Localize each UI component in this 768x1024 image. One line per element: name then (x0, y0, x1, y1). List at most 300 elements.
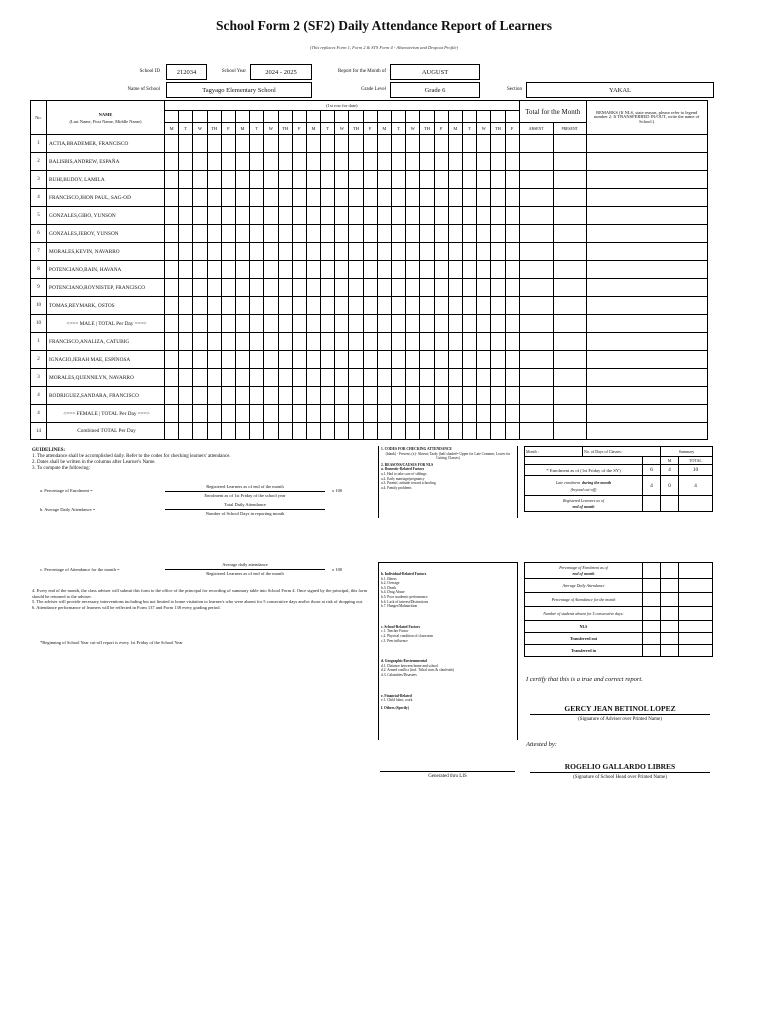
attendance-cell[interactable] (406, 369, 420, 387)
date-cell[interactable] (505, 111, 519, 123)
date-cell[interactable] (165, 111, 179, 123)
attendance-cell[interactable] (264, 243, 278, 261)
present-total-cell[interactable] (553, 171, 586, 189)
attendance-cell[interactable] (235, 333, 249, 351)
date-cell[interactable] (306, 111, 320, 123)
attendance-cell[interactable] (505, 315, 519, 333)
attendance-cell[interactable] (335, 171, 349, 189)
attendance-cell[interactable] (235, 171, 249, 189)
attendance-cell[interactable] (250, 225, 264, 243)
date-cell[interactable] (448, 111, 462, 123)
present-total-cell[interactable] (553, 207, 586, 225)
attendance-cell[interactable] (505, 189, 519, 207)
attendance-cell[interactable] (349, 315, 363, 333)
present-total-cell[interactable] (553, 279, 586, 297)
attendance-cell[interactable] (420, 423, 434, 440)
attendance-cell[interactable] (448, 423, 462, 440)
attendance-cell[interactable] (165, 171, 179, 189)
date-cell[interactable] (335, 111, 349, 123)
attendance-cell[interactable] (477, 351, 491, 369)
attendance-cell[interactable] (292, 135, 306, 153)
attendance-cell[interactable] (193, 243, 207, 261)
remarks-cell[interactable] (586, 153, 707, 171)
absent-total-cell[interactable] (519, 405, 553, 423)
attendance-cell[interactable] (392, 297, 406, 315)
attendance-cell[interactable] (505, 243, 519, 261)
attendance-cell[interactable] (179, 351, 193, 369)
attendance-cell[interactable] (462, 387, 476, 405)
attendance-cell[interactable] (235, 315, 249, 333)
attendance-cell[interactable] (250, 351, 264, 369)
attendance-cell[interactable] (349, 333, 363, 351)
attendance-cell[interactable] (349, 261, 363, 279)
attendance-cell[interactable] (179, 333, 193, 351)
absent-total-cell[interactable] (519, 333, 553, 351)
attendance-cell[interactable] (306, 405, 320, 423)
attendance-cell[interactable] (505, 261, 519, 279)
attendance-cell[interactable] (505, 333, 519, 351)
date-cell[interactable] (278, 111, 292, 123)
attendance-cell[interactable] (377, 351, 391, 369)
attendance-cell[interactable] (193, 171, 207, 189)
attendance-cell[interactable] (462, 297, 476, 315)
attendance-cell[interactable] (448, 369, 462, 387)
attendance-cell[interactable] (349, 225, 363, 243)
attendance-cell[interactable] (193, 315, 207, 333)
attendance-cell[interactable] (179, 387, 193, 405)
attendance-cell[interactable] (377, 333, 391, 351)
attendance-cell[interactable] (264, 405, 278, 423)
attendance-cell[interactable] (250, 171, 264, 189)
attendance-cell[interactable] (491, 315, 505, 333)
date-cell[interactable] (363, 111, 377, 123)
attendance-cell[interactable] (179, 405, 193, 423)
attendance-cell[interactable] (235, 297, 249, 315)
attendance-cell[interactable] (363, 369, 377, 387)
attendance-cell[interactable] (420, 405, 434, 423)
attendance-cell[interactable] (462, 369, 476, 387)
attendance-cell[interactable] (278, 135, 292, 153)
attendance-cell[interactable] (292, 225, 306, 243)
attendance-cell[interactable] (491, 369, 505, 387)
date-cell[interactable] (235, 111, 249, 123)
attendance-cell[interactable] (434, 387, 448, 405)
attendance-cell[interactable] (477, 135, 491, 153)
attendance-cell[interactable] (306, 225, 320, 243)
attendance-cell[interactable] (448, 279, 462, 297)
attendance-cell[interactable] (165, 351, 179, 369)
attendance-cell[interactable] (179, 279, 193, 297)
attendance-cell[interactable] (306, 171, 320, 189)
attendance-cell[interactable] (491, 351, 505, 369)
attendance-cell[interactable] (377, 369, 391, 387)
attendance-cell[interactable] (306, 333, 320, 351)
attendance-cell[interactable] (278, 333, 292, 351)
attendance-cell[interactable] (306, 243, 320, 261)
attendance-cell[interactable] (321, 153, 335, 171)
attendance-cell[interactable] (349, 153, 363, 171)
attendance-cell[interactable] (264, 423, 278, 440)
attendance-cell[interactable] (221, 153, 235, 171)
attendance-cell[interactable] (477, 189, 491, 207)
date-cell[interactable] (349, 111, 363, 123)
attendance-cell[interactable] (235, 153, 249, 171)
attendance-cell[interactable] (434, 297, 448, 315)
attendance-cell[interactable] (491, 135, 505, 153)
absent-total-cell[interactable] (519, 315, 553, 333)
attendance-cell[interactable] (321, 297, 335, 315)
attendance-cell[interactable] (264, 315, 278, 333)
attendance-cell[interactable] (264, 387, 278, 405)
attendance-cell[interactable] (335, 315, 349, 333)
attendance-cell[interactable] (448, 171, 462, 189)
present-total-cell[interactable] (553, 225, 586, 243)
present-total-cell[interactable] (553, 315, 586, 333)
attendance-cell[interactable] (221, 207, 235, 225)
date-cell[interactable] (207, 111, 221, 123)
attendance-cell[interactable] (462, 423, 476, 440)
attendance-cell[interactable] (278, 297, 292, 315)
attendance-cell[interactable] (207, 135, 221, 153)
attendance-cell[interactable] (335, 189, 349, 207)
absent-total-cell[interactable] (519, 297, 553, 315)
absent-total-cell[interactable] (519, 153, 553, 171)
attendance-cell[interactable] (377, 135, 391, 153)
attendance-cell[interactable] (193, 297, 207, 315)
attendance-cell[interactable] (221, 261, 235, 279)
attendance-cell[interactable] (349, 207, 363, 225)
attendance-cell[interactable] (392, 333, 406, 351)
attendance-cell[interactable] (406, 243, 420, 261)
absent-total-cell[interactable] (519, 243, 553, 261)
attendance-cell[interactable] (335, 225, 349, 243)
attendance-cell[interactable] (221, 297, 235, 315)
attendance-cell[interactable] (306, 261, 320, 279)
attendance-cell[interactable] (278, 243, 292, 261)
attendance-cell[interactable] (335, 369, 349, 387)
attendance-cell[interactable] (420, 279, 434, 297)
attendance-cell[interactable] (278, 279, 292, 297)
attendance-cell[interactable] (363, 423, 377, 440)
attendance-cell[interactable] (434, 423, 448, 440)
absent-total-cell[interactable] (519, 369, 553, 387)
present-total-cell[interactable] (553, 405, 586, 423)
attendance-cell[interactable] (462, 279, 476, 297)
attendance-cell[interactable] (363, 243, 377, 261)
attendance-cell[interactable] (392, 261, 406, 279)
attendance-cell[interactable] (448, 207, 462, 225)
attendance-cell[interactable] (207, 189, 221, 207)
remarks-cell[interactable] (586, 333, 707, 351)
attendance-cell[interactable] (349, 171, 363, 189)
attendance-cell[interactable] (335, 207, 349, 225)
attendance-cell[interactable] (349, 189, 363, 207)
attendance-cell[interactable] (363, 153, 377, 171)
attendance-cell[interactable] (292, 261, 306, 279)
date-cell[interactable] (193, 111, 207, 123)
attendance-cell[interactable] (335, 423, 349, 440)
attendance-cell[interactable] (179, 189, 193, 207)
attendance-cell[interactable] (377, 207, 391, 225)
absent-total-cell[interactable] (519, 387, 553, 405)
attendance-cell[interactable] (491, 297, 505, 315)
attendance-cell[interactable] (434, 171, 448, 189)
attendance-cell[interactable] (363, 279, 377, 297)
attendance-cell[interactable] (392, 423, 406, 440)
attendance-cell[interactable] (264, 171, 278, 189)
attendance-cell[interactable] (349, 279, 363, 297)
remarks-cell[interactable] (586, 423, 707, 440)
attendance-cell[interactable] (491, 405, 505, 423)
attendance-cell[interactable] (235, 261, 249, 279)
attendance-cell[interactable] (349, 423, 363, 440)
attendance-cell[interactable] (420, 369, 434, 387)
attendance-cell[interactable] (278, 207, 292, 225)
attendance-cell[interactable] (363, 387, 377, 405)
attendance-cell[interactable] (306, 297, 320, 315)
present-total-cell[interactable] (553, 423, 586, 440)
attendance-cell[interactable] (406, 279, 420, 297)
attendance-cell[interactable] (292, 153, 306, 171)
attendance-cell[interactable] (250, 261, 264, 279)
attendance-cell[interactable] (207, 387, 221, 405)
attendance-cell[interactable] (179, 153, 193, 171)
attendance-cell[interactable] (207, 279, 221, 297)
attendance-cell[interactable] (193, 351, 207, 369)
present-total-cell[interactable] (553, 297, 586, 315)
absent-total-cell[interactable] (519, 135, 553, 153)
present-total-cell[interactable] (553, 189, 586, 207)
attendance-cell[interactable] (477, 279, 491, 297)
attendance-cell[interactable] (207, 351, 221, 369)
attendance-cell[interactable] (377, 153, 391, 171)
attendance-cell[interactable] (406, 387, 420, 405)
attendance-cell[interactable] (491, 225, 505, 243)
attendance-cell[interactable] (165, 297, 179, 315)
attendance-cell[interactable] (278, 369, 292, 387)
attendance-cell[interactable] (406, 261, 420, 279)
attendance-cell[interactable] (434, 153, 448, 171)
attendance-cell[interactable] (221, 189, 235, 207)
attendance-cell[interactable] (321, 243, 335, 261)
attendance-cell[interactable] (321, 333, 335, 351)
attendance-cell[interactable] (278, 387, 292, 405)
attendance-cell[interactable] (377, 315, 391, 333)
absent-total-cell[interactable] (519, 261, 553, 279)
attendance-cell[interactable] (207, 423, 221, 440)
present-total-cell[interactable] (553, 369, 586, 387)
attendance-cell[interactable] (292, 279, 306, 297)
attendance-cell[interactable] (392, 171, 406, 189)
attendance-cell[interactable] (420, 387, 434, 405)
attendance-cell[interactable] (420, 297, 434, 315)
attendance-cell[interactable] (462, 315, 476, 333)
attendance-cell[interactable] (477, 297, 491, 315)
attendance-cell[interactable] (462, 351, 476, 369)
attendance-cell[interactable] (491, 189, 505, 207)
attendance-cell[interactable] (377, 225, 391, 243)
remarks-cell[interactable] (586, 351, 707, 369)
attendance-cell[interactable] (491, 243, 505, 261)
attendance-cell[interactable] (264, 207, 278, 225)
attendance-cell[interactable] (321, 189, 335, 207)
attendance-cell[interactable] (505, 405, 519, 423)
attendance-cell[interactable] (406, 315, 420, 333)
attendance-cell[interactable] (349, 297, 363, 315)
attendance-cell[interactable] (477, 369, 491, 387)
attendance-cell[interactable] (193, 279, 207, 297)
attendance-cell[interactable] (193, 135, 207, 153)
attendance-cell[interactable] (392, 243, 406, 261)
attendance-cell[interactable] (250, 315, 264, 333)
attendance-cell[interactable] (321, 171, 335, 189)
attendance-cell[interactable] (235, 369, 249, 387)
attendance-cell[interactable] (448, 387, 462, 405)
attendance-cell[interactable] (250, 243, 264, 261)
attendance-cell[interactable] (462, 261, 476, 279)
attendance-cell[interactable] (491, 279, 505, 297)
attendance-cell[interactable] (434, 333, 448, 351)
attendance-cell[interactable] (165, 153, 179, 171)
school-id-field[interactable]: 212034 (166, 64, 207, 80)
attendance-cell[interactable] (363, 171, 377, 189)
attendance-cell[interactable] (306, 387, 320, 405)
attendance-cell[interactable] (250, 369, 264, 387)
attendance-cell[interactable] (335, 279, 349, 297)
attendance-cell[interactable] (264, 135, 278, 153)
attendance-cell[interactable] (179, 423, 193, 440)
attendance-cell[interactable] (335, 405, 349, 423)
attendance-cell[interactable] (235, 423, 249, 440)
date-cell[interactable] (221, 111, 235, 123)
attendance-cell[interactable] (462, 153, 476, 171)
section-field[interactable]: YAKAL (526, 82, 714, 98)
attendance-cell[interactable] (179, 135, 193, 153)
attendance-cell[interactable] (349, 351, 363, 369)
attendance-cell[interactable] (235, 225, 249, 243)
attendance-cell[interactable] (306, 207, 320, 225)
attendance-cell[interactable] (321, 135, 335, 153)
attendance-cell[interactable] (193, 369, 207, 387)
attendance-cell[interactable] (448, 153, 462, 171)
remarks-cell[interactable] (586, 189, 707, 207)
attendance-cell[interactable] (462, 171, 476, 189)
date-cell[interactable] (477, 111, 491, 123)
attendance-cell[interactable] (292, 297, 306, 315)
attendance-cell[interactable] (207, 243, 221, 261)
attendance-cell[interactable] (179, 207, 193, 225)
attendance-cell[interactable] (264, 261, 278, 279)
date-cell[interactable] (321, 111, 335, 123)
attendance-cell[interactable] (179, 243, 193, 261)
attendance-cell[interactable] (406, 297, 420, 315)
school-name-field[interactable]: Tagyago Elementary School (166, 82, 312, 98)
attendance-cell[interactable] (165, 423, 179, 440)
attendance-cell[interactable] (250, 153, 264, 171)
attendance-cell[interactable] (434, 351, 448, 369)
attendance-cell[interactable] (505, 171, 519, 189)
attendance-cell[interactable] (420, 351, 434, 369)
attendance-cell[interactable] (448, 225, 462, 243)
report-month-field[interactable]: AUGUST (390, 64, 480, 80)
attendance-cell[interactable] (349, 387, 363, 405)
attendance-cell[interactable] (349, 369, 363, 387)
remarks-cell[interactable] (586, 135, 707, 153)
attendance-cell[interactable] (221, 225, 235, 243)
attendance-cell[interactable] (207, 225, 221, 243)
attendance-cell[interactable] (505, 207, 519, 225)
attendance-cell[interactable] (462, 225, 476, 243)
attendance-cell[interactable] (448, 135, 462, 153)
date-cell[interactable] (250, 111, 264, 123)
attendance-cell[interactable] (321, 369, 335, 387)
attendance-cell[interactable] (193, 153, 207, 171)
attendance-cell[interactable] (491, 387, 505, 405)
attendance-cell[interactable] (306, 153, 320, 171)
attendance-cell[interactable] (377, 261, 391, 279)
attendance-cell[interactable] (250, 405, 264, 423)
attendance-cell[interactable] (377, 297, 391, 315)
attendance-cell[interactable] (179, 225, 193, 243)
attendance-cell[interactable] (292, 333, 306, 351)
attendance-cell[interactable] (221, 279, 235, 297)
attendance-cell[interactable] (193, 405, 207, 423)
attendance-cell[interactable] (165, 369, 179, 387)
attendance-cell[interactable] (349, 243, 363, 261)
attendance-cell[interactable] (491, 171, 505, 189)
attendance-cell[interactable] (250, 423, 264, 440)
attendance-cell[interactable] (250, 387, 264, 405)
attendance-cell[interactable] (434, 405, 448, 423)
attendance-cell[interactable] (278, 351, 292, 369)
attendance-cell[interactable] (278, 189, 292, 207)
attendance-cell[interactable] (434, 225, 448, 243)
attendance-cell[interactable] (363, 225, 377, 243)
attendance-cell[interactable] (363, 315, 377, 333)
attendance-cell[interactable] (207, 333, 221, 351)
absent-total-cell[interactable] (519, 279, 553, 297)
attendance-cell[interactable] (349, 405, 363, 423)
attendance-cell[interactable] (221, 333, 235, 351)
attendance-cell[interactable] (420, 243, 434, 261)
attendance-cell[interactable] (448, 243, 462, 261)
attendance-cell[interactable] (207, 261, 221, 279)
attendance-cell[interactable] (406, 135, 420, 153)
attendance-cell[interactable] (363, 135, 377, 153)
date-cell[interactable] (377, 111, 391, 123)
attendance-cell[interactable] (434, 279, 448, 297)
attendance-cell[interactable] (335, 351, 349, 369)
present-total-cell[interactable] (553, 135, 586, 153)
attendance-cell[interactable] (250, 279, 264, 297)
attendance-cell[interactable] (335, 387, 349, 405)
attendance-cell[interactable] (165, 315, 179, 333)
attendance-cell[interactable] (462, 405, 476, 423)
attendance-cell[interactable] (292, 315, 306, 333)
attendance-cell[interactable] (179, 261, 193, 279)
attendance-cell[interactable] (377, 171, 391, 189)
attendance-cell[interactable] (292, 189, 306, 207)
attendance-cell[interactable] (335, 333, 349, 351)
attendance-cell[interactable] (292, 387, 306, 405)
attendance-cell[interactable] (448, 189, 462, 207)
date-cell[interactable] (292, 111, 306, 123)
attendance-cell[interactable] (420, 153, 434, 171)
attendance-cell[interactable] (377, 189, 391, 207)
attendance-cell[interactable] (278, 423, 292, 440)
attendance-cell[interactable] (165, 225, 179, 243)
attendance-cell[interactable] (264, 189, 278, 207)
